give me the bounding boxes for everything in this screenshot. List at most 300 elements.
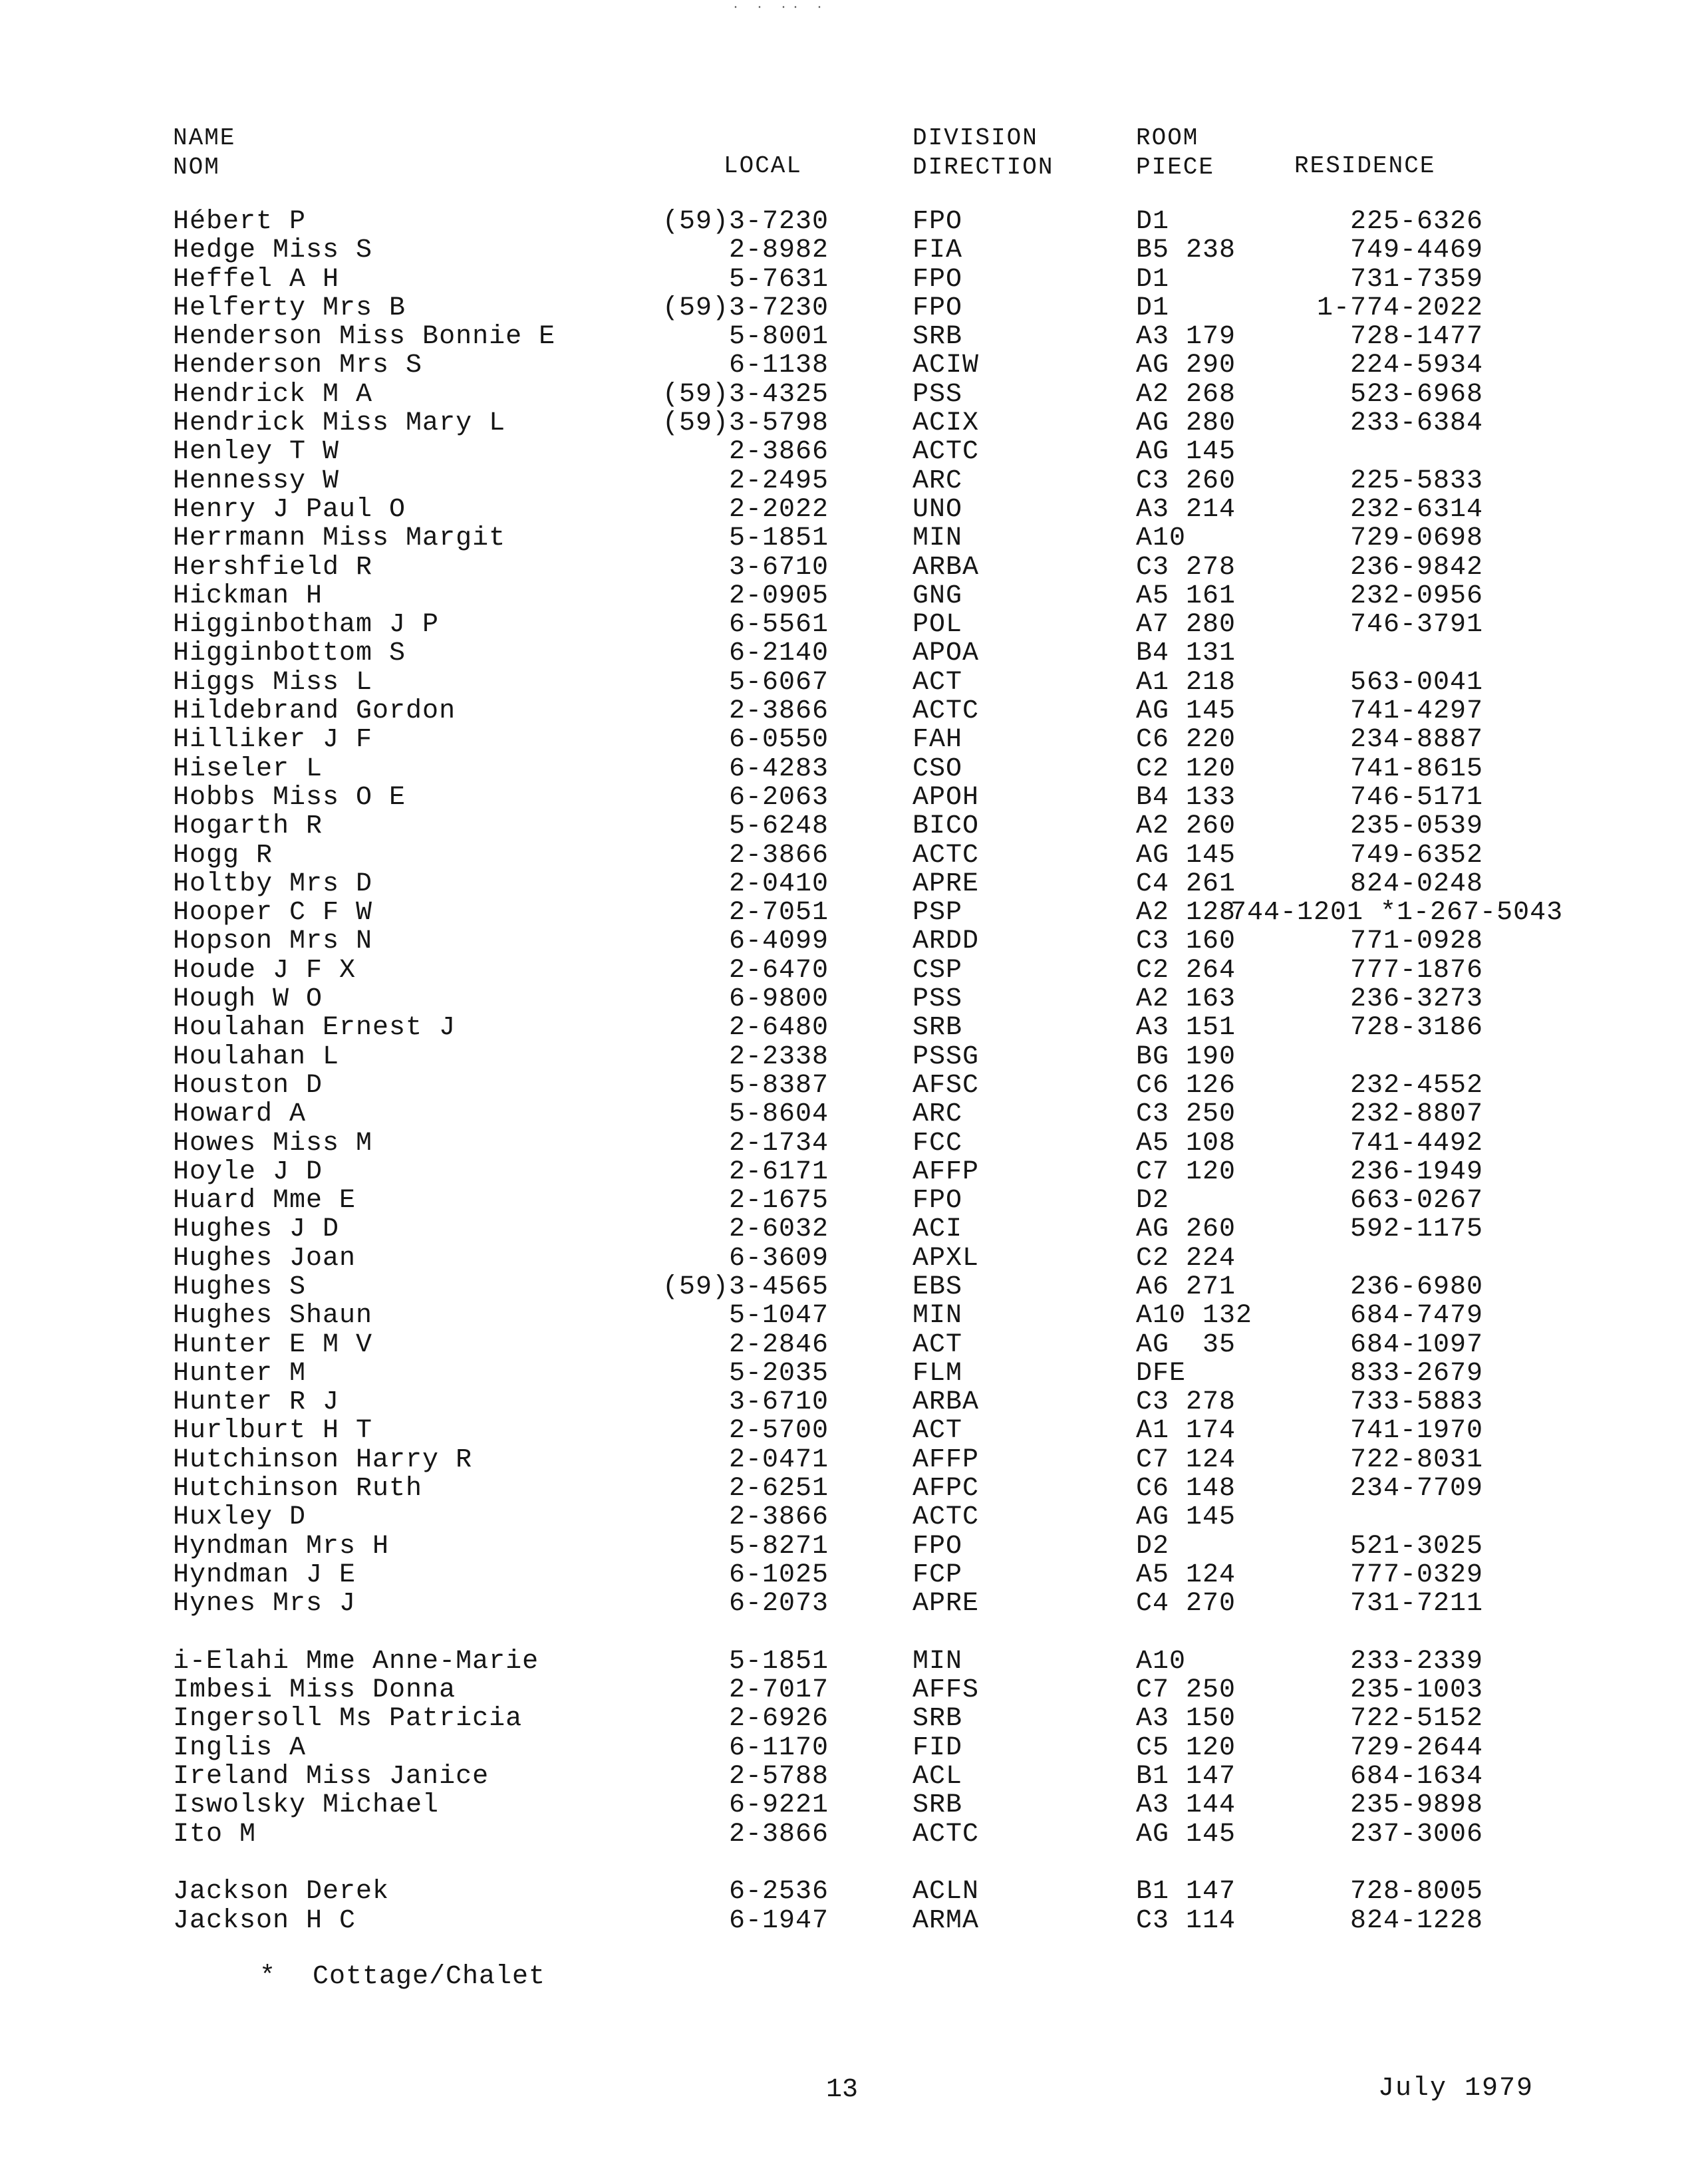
entry-division: FPO [913, 207, 963, 237]
entry-division: ACTC [913, 696, 980, 727]
entry-residence: 237-3006 [1349, 1819, 1483, 1849]
entry-residence: 731-7359 [1349, 264, 1483, 295]
entry-name: Higginbotham J P [173, 610, 440, 640]
directory-row [0, 1215, 1688, 1244]
entry-residence: 235-9898 [1349, 1790, 1483, 1821]
entry-local: 2-6926 [728, 1704, 829, 1734]
directory-row [0, 553, 1688, 582]
entry-room: B1 147 [1136, 1877, 1236, 1907]
entry-residence: 232-8807 [1349, 1099, 1483, 1130]
entry-local: 3-6710 [728, 1387, 829, 1418]
entry-local: 5-8001 [728, 322, 829, 352]
entry-division: FCP [913, 1560, 963, 1590]
directory-row [0, 1647, 1688, 1676]
entry-local: 2-2338 [728, 1041, 829, 1072]
directory-row [0, 1446, 1688, 1474]
entry-room: C3 260 [1136, 466, 1236, 496]
entry-local: 2-0471 [728, 1444, 829, 1475]
entry-name: Hobbs Miss O E [173, 782, 406, 813]
entry-name: Hogg R [173, 840, 273, 871]
entry-division: APRE [913, 1589, 980, 1619]
entry-name: Hendrick Miss Mary L [173, 408, 506, 439]
entry-room: A10 [1136, 1646, 1187, 1677]
entry-division: FPO [913, 1531, 963, 1562]
entry-name: Jackson Derek [173, 1877, 390, 1907]
directory-row [0, 985, 1688, 1014]
entry-division: ACT [913, 1416, 963, 1446]
entry-room: C5 120 [1136, 1732, 1236, 1763]
entry-name: Iswolsky Michael [173, 1790, 440, 1821]
section-spacer [0, 1849, 1688, 1877]
directory-row [0, 1388, 1688, 1417]
entry-local: 5-1047 [728, 1301, 829, 1331]
entry-name: Hogarth R [173, 811, 323, 842]
entry-room: AG 145 [1136, 840, 1236, 871]
entry-residence: 663-0267 [1349, 1186, 1483, 1216]
entry-room: A2 260 [1136, 811, 1236, 842]
entry-room: AG 145 [1136, 437, 1236, 468]
entry-residence: 741-4492 [1349, 1128, 1483, 1159]
entry-division: POL [913, 610, 963, 640]
directory-row [0, 1503, 1688, 1532]
entry-division: AFFS [913, 1675, 980, 1706]
entry-room: BG 190 [1136, 1041, 1236, 1072]
entry-name: Huard Mme E [173, 1186, 356, 1216]
header-room-fr: PIECE [1136, 154, 1215, 181]
entry-residence: 684-1097 [1349, 1329, 1483, 1360]
entry-residence: 731-7211 [1349, 1589, 1483, 1619]
entry-name: Higgs Miss L [173, 667, 373, 698]
directory-row [0, 1100, 1688, 1129]
entry-name: Hickman H [173, 581, 323, 611]
entry-room: A10 132 [1136, 1301, 1253, 1331]
directory-row [0, 1762, 1688, 1791]
entry-division: MIN [913, 1646, 963, 1677]
directory-row [0, 207, 1688, 236]
entry-division: SRB [913, 322, 963, 352]
entry-name: Helferty Mrs B [173, 293, 406, 323]
entry-division: PSS [913, 379, 963, 410]
entry-room: A5 108 [1136, 1128, 1236, 1159]
entry-name: Hendrick M A [173, 379, 373, 410]
entry-name: Hedge Miss S [173, 235, 373, 266]
entry-room: A5 124 [1136, 1560, 1236, 1590]
entry-room: C2 120 [1136, 753, 1236, 784]
entry-local: 2-0410 [728, 869, 829, 899]
entry-name: Ito M [173, 1819, 257, 1849]
entry-residence: 684-7479 [1349, 1301, 1483, 1331]
entry-room: AG 145 [1136, 1819, 1236, 1849]
entry-residence: 728-3186 [1349, 1013, 1483, 1043]
entry-residence: 233-6384 [1349, 408, 1483, 439]
entry-room: C3 114 [1136, 1905, 1236, 1936]
entry-local: 6-0550 [728, 725, 829, 755]
entry-division: UNO [913, 494, 963, 525]
entry-name: Herrmann Miss Margit [173, 523, 506, 554]
entry-local: 6-2536 [728, 1877, 829, 1907]
entry-name: i-Elahi Mme Anne-Marie [173, 1646, 539, 1677]
entry-room: A2 268 [1136, 379, 1236, 410]
header-name-en: NAME [173, 124, 236, 152]
directory-row [0, 1301, 1688, 1330]
entry-room: A2 128 [1136, 898, 1236, 928]
entry-name: Hennessy W [173, 466, 340, 496]
entry-division: EBS [913, 1272, 963, 1302]
entry-residence: 741-1970 [1349, 1416, 1483, 1446]
entry-room: D1 [1136, 207, 1170, 237]
entry-division: ARC [913, 1099, 963, 1130]
entry-name: Hughes S [173, 1272, 307, 1302]
entry-name: Hughes Joan [173, 1243, 356, 1274]
entry-division: ACIW [913, 350, 980, 381]
entry-room: C2 264 [1136, 955, 1236, 986]
entry-division: FIA [913, 235, 963, 266]
entry-room: C2 224 [1136, 1243, 1236, 1274]
entry-room: C3 278 [1136, 552, 1236, 583]
entry-residence: 225-6326 [1349, 207, 1483, 237]
entry-division: APRE [913, 869, 980, 899]
directory-row [0, 294, 1688, 323]
entry-room: A3 214 [1136, 494, 1236, 525]
directory-row [0, 870, 1688, 898]
entry-name: Hunter R J [173, 1387, 340, 1418]
directory-row [0, 841, 1688, 870]
entry-division: ACTC [913, 437, 980, 468]
entry-local: 2-3866 [728, 437, 829, 468]
entry-name: Hiseler L [173, 753, 323, 784]
entry-room: A5 161 [1136, 581, 1236, 611]
entry-division: GNG [913, 581, 963, 611]
entry-local: 2-6251 [728, 1474, 829, 1504]
entry-division: FID [913, 1732, 963, 1763]
directory-row [0, 1820, 1688, 1849]
directory-row [0, 1589, 1688, 1618]
entry-room: A2 163 [1136, 984, 1236, 1015]
directory-row [0, 783, 1688, 812]
entry-residence: 824-1228 [1349, 1905, 1483, 1936]
entry-division: MIN [913, 523, 963, 554]
entry-division: FLM [913, 1358, 963, 1389]
entry-name: Hutchinson Harry R [173, 1444, 473, 1475]
entry-name: Holtby Mrs D [173, 869, 373, 899]
entry-residence: 236-1949 [1349, 1157, 1483, 1187]
entry-name: Hough W O [173, 984, 323, 1015]
entry-division: FAH [913, 725, 963, 755]
entry-residence: 234-7709 [1349, 1474, 1483, 1504]
footnote-text: Cottage/Chalet [313, 1962, 546, 1992]
directory-row [0, 1417, 1688, 1445]
entry-name: Howes Miss M [173, 1128, 373, 1159]
entry-residence: 521-3025 [1349, 1531, 1483, 1562]
entry-residence: 729-0698 [1349, 523, 1483, 554]
entry-division: APOH [913, 782, 980, 813]
header-name [173, 124, 235, 182]
entry-name: Houde J F X [173, 955, 356, 986]
directory-row [0, 1071, 1688, 1100]
entry-local: 2-3866 [728, 696, 829, 727]
entry-room: A1 218 [1136, 667, 1236, 698]
entry-residence: 234-8887 [1349, 725, 1483, 755]
entry-residence: 232-0956 [1349, 581, 1483, 611]
entry-division: ARC [913, 466, 963, 496]
entry-residence: 728-8005 [1349, 1877, 1483, 1907]
entry-name: Hutchinson Ruth [173, 1474, 423, 1504]
entry-residence: 684-1634 [1349, 1762, 1483, 1792]
entry-name: Hughes Shaun [173, 1301, 373, 1331]
entry-residence: 722-5152 [1349, 1704, 1483, 1734]
entry-local: 2-2495 [728, 466, 829, 496]
entry-room: AG 290 [1136, 350, 1236, 381]
entry-residence: 733-5883 [1349, 1387, 1483, 1418]
entry-room: D2 [1136, 1186, 1170, 1216]
entry-room: D1 [1136, 264, 1170, 295]
entry-local: 6-1025 [728, 1560, 829, 1590]
entry-local: 6-3609 [728, 1243, 829, 1274]
entry-residence: 771-0928 [1349, 926, 1483, 957]
entry-division: AFFP [913, 1157, 980, 1187]
directory-row [0, 265, 1688, 294]
entry-local: 6-1947 [728, 1905, 829, 1936]
footnote-symbol: * [259, 1962, 277, 1992]
entry-division: FPO [913, 264, 963, 295]
entry-name: Hilliker J F [173, 725, 373, 755]
entry-local: 2-0905 [728, 581, 829, 611]
entry-residence: 741-8615 [1349, 753, 1483, 784]
entry-room: B4 133 [1136, 782, 1236, 813]
entry-room: AG 260 [1136, 1214, 1236, 1245]
entry-residence: 746-3791 [1349, 610, 1483, 640]
entry-division: ACLN [913, 1877, 980, 1907]
entry-local: (59)3-7230 [662, 293, 829, 323]
entry-division: BICO [913, 811, 980, 842]
entry-residence: 749-4469 [1349, 235, 1483, 266]
entry-residence: 744-1201 *1-267-5043 [1230, 898, 1564, 928]
entry-division: ARBA [913, 552, 980, 583]
header-division-en: DIVISION [913, 124, 1038, 152]
entry-division: FPO [913, 1186, 963, 1216]
directory-row [0, 611, 1688, 639]
directory-row [0, 726, 1688, 754]
entry-division: SRB [913, 1013, 963, 1043]
entry-residence: 728-1477 [1349, 322, 1483, 352]
entry-room: C7 250 [1136, 1675, 1236, 1706]
entry-name: Hunter E M V [173, 1329, 373, 1360]
entry-room: D1 [1136, 293, 1170, 323]
entry-residence: 224-5934 [1349, 350, 1483, 381]
directory-row [0, 755, 1688, 783]
entry-local: (59)3-4565 [662, 1272, 829, 1302]
entry-name: Hunter M [173, 1358, 307, 1389]
entry-room: C7 124 [1136, 1444, 1236, 1475]
header-division [913, 124, 1054, 182]
entry-residence: 746-5171 [1349, 782, 1483, 813]
entry-room: B5 238 [1136, 235, 1236, 266]
entry-name: Henry J Paul O [173, 494, 406, 525]
entry-local: 6-2073 [728, 1589, 829, 1619]
entry-room: A7 280 [1136, 610, 1236, 640]
entry-local: (59)3-7230 [662, 207, 829, 237]
entry-room: AG 145 [1136, 1502, 1236, 1533]
entry-local: 2-5700 [728, 1416, 829, 1446]
entry-division: CSP [913, 955, 963, 986]
entry-division: ACL [913, 1762, 963, 1792]
entry-name: Heffel A H [173, 264, 340, 295]
entry-residence: 777-1876 [1349, 955, 1483, 986]
entry-division: PSS [913, 984, 963, 1015]
directory-row [0, 639, 1688, 668]
entry-room: B1 147 [1136, 1762, 1236, 1792]
entry-local: 6-2063 [728, 782, 829, 813]
entry-room: DFE [1136, 1358, 1187, 1389]
publication-date: July 1979 [1378, 2074, 1534, 2104]
entry-local: 3-6710 [728, 552, 829, 583]
entry-residence: 236-3273 [1349, 984, 1483, 1015]
entry-name: Hébert P [173, 207, 307, 237]
entry-room: A10 [1136, 523, 1187, 554]
entry-name: Hughes J D [173, 1214, 340, 1245]
entry-local: 6-4283 [728, 753, 829, 784]
directory-row [0, 351, 1688, 380]
directory-row [0, 1907, 1688, 1935]
directory-row [0, 668, 1688, 697]
directory-row [0, 1561, 1688, 1589]
entry-room: B4 131 [1136, 638, 1236, 669]
entry-local: 5-2035 [728, 1358, 829, 1389]
entry-local: 2-1734 [728, 1128, 829, 1159]
entry-name: Hopson Mrs N [173, 926, 373, 957]
entry-division: ACT [913, 667, 963, 698]
entry-residence: 563-0041 [1349, 667, 1483, 698]
entry-local: 2-1675 [728, 1186, 829, 1216]
entry-local: 5-1851 [728, 1646, 829, 1677]
entry-name: Hershfield R [173, 552, 373, 583]
entry-name: Hoyle J D [173, 1157, 323, 1187]
entry-residence: 236-6980 [1349, 1272, 1483, 1302]
directory-row [0, 1043, 1688, 1071]
entry-local: 5-7631 [728, 264, 829, 295]
entry-division: APXL [913, 1243, 980, 1274]
entry-local: (59)3-4325 [662, 379, 829, 410]
entry-division: SRB [913, 1790, 963, 1821]
entry-room: A3 179 [1136, 322, 1236, 352]
entry-local: 5-6248 [728, 811, 829, 842]
entry-name: Ireland Miss Janice [173, 1762, 490, 1792]
entry-local: 5-8387 [728, 1070, 829, 1101]
entry-division: ACIX [913, 408, 980, 439]
entry-residence: 729-2644 [1349, 1732, 1483, 1763]
entry-local: 6-5561 [728, 610, 829, 640]
entry-room: C3 160 [1136, 926, 1236, 957]
directory-row [0, 582, 1688, 611]
entry-room: C7 120 [1136, 1157, 1236, 1187]
directory-row [0, 409, 1688, 438]
entry-residence: 225-5833 [1349, 466, 1483, 496]
entry-residence: 523-6968 [1349, 379, 1483, 410]
entry-local: 6-9800 [728, 984, 829, 1015]
directory-row [0, 812, 1688, 841]
entry-room: AG 280 [1136, 408, 1236, 439]
entry-division: ACTC [913, 1502, 980, 1533]
directory-row [0, 1331, 1688, 1359]
entry-residence: 232-6314 [1349, 494, 1483, 525]
header-residence [1294, 152, 1435, 181]
entry-local: 2-6480 [728, 1013, 829, 1043]
entry-division: AFPC [913, 1474, 980, 1504]
entry-local: 5-8604 [728, 1099, 829, 1130]
entry-name: Jackson H C [173, 1905, 356, 1936]
directory-row [0, 1474, 1688, 1503]
directory-row [0, 380, 1688, 409]
entry-name: Inglis A [173, 1732, 307, 1763]
header-division-fr: DIRECTION [913, 154, 1054, 181]
directory-row [0, 524, 1688, 553]
entry-room: C4 261 [1136, 869, 1236, 899]
entry-residence: 1-774-2022 [1316, 293, 1483, 323]
entry-local: 2-6171 [728, 1157, 829, 1187]
entry-room: A3 144 [1136, 1790, 1236, 1821]
directory-row [0, 467, 1688, 495]
entry-local: 6-9221 [728, 1790, 829, 1821]
directory-row [0, 1158, 1688, 1186]
directory-row [0, 956, 1688, 985]
directory-row [0, 1273, 1688, 1301]
entry-local: 6-1170 [728, 1732, 829, 1763]
directory-row [0, 1359, 1688, 1388]
entry-name: Houlahan L [173, 1041, 340, 1072]
entry-local: 6-1138 [728, 350, 829, 381]
entry-division: ARBA [913, 1387, 980, 1418]
entry-room: C6 126 [1136, 1070, 1236, 1101]
entry-division: SRB [913, 1704, 963, 1734]
entry-room: AG 35 [1136, 1329, 1236, 1360]
entry-name: Henderson Miss Bonnie E [173, 322, 556, 352]
entry-division: FPO [913, 293, 963, 323]
entry-local: 6-2140 [728, 638, 829, 669]
entry-local: 2-8982 [728, 235, 829, 266]
header-residence-label: RESIDENCE [1294, 152, 1436, 180]
directory-row [0, 1877, 1688, 1906]
directory-row [0, 323, 1688, 351]
entry-room: A6 271 [1136, 1272, 1236, 1302]
entry-room: A3 151 [1136, 1013, 1236, 1043]
entry-residence: 741-4297 [1349, 696, 1483, 727]
section-spacer [0, 1619, 1688, 1647]
entry-division: PSSG [913, 1041, 980, 1072]
header-local-label: LOCAL [724, 152, 803, 180]
entry-residence: 824-0248 [1349, 869, 1483, 899]
entry-room: C3 278 [1136, 1387, 1236, 1418]
entry-residence: 592-1175 [1349, 1214, 1483, 1245]
directory-row [0, 1791, 1688, 1820]
entry-residence: 235-1003 [1349, 1675, 1483, 1706]
entry-local: 2-6470 [728, 955, 829, 986]
entry-residence: 233-2339 [1349, 1646, 1483, 1677]
directory-row [0, 495, 1688, 524]
entry-division: ARMA [913, 1905, 980, 1936]
entry-room: AG 145 [1136, 696, 1236, 727]
entry-residence: 235-0539 [1349, 811, 1483, 842]
entry-local: 2-5788 [728, 1762, 829, 1792]
header-local [724, 152, 802, 181]
directory-list [0, 207, 1688, 1935]
entry-name: Hurlburt H T [173, 1416, 373, 1446]
entry-name: Howard A [173, 1099, 307, 1130]
entry-division: ARDD [913, 926, 980, 957]
entry-division: PSP [913, 898, 963, 928]
directory-row [0, 1532, 1688, 1561]
directory-row [0, 898, 1688, 927]
entry-residence: 777-0329 [1349, 1560, 1483, 1590]
